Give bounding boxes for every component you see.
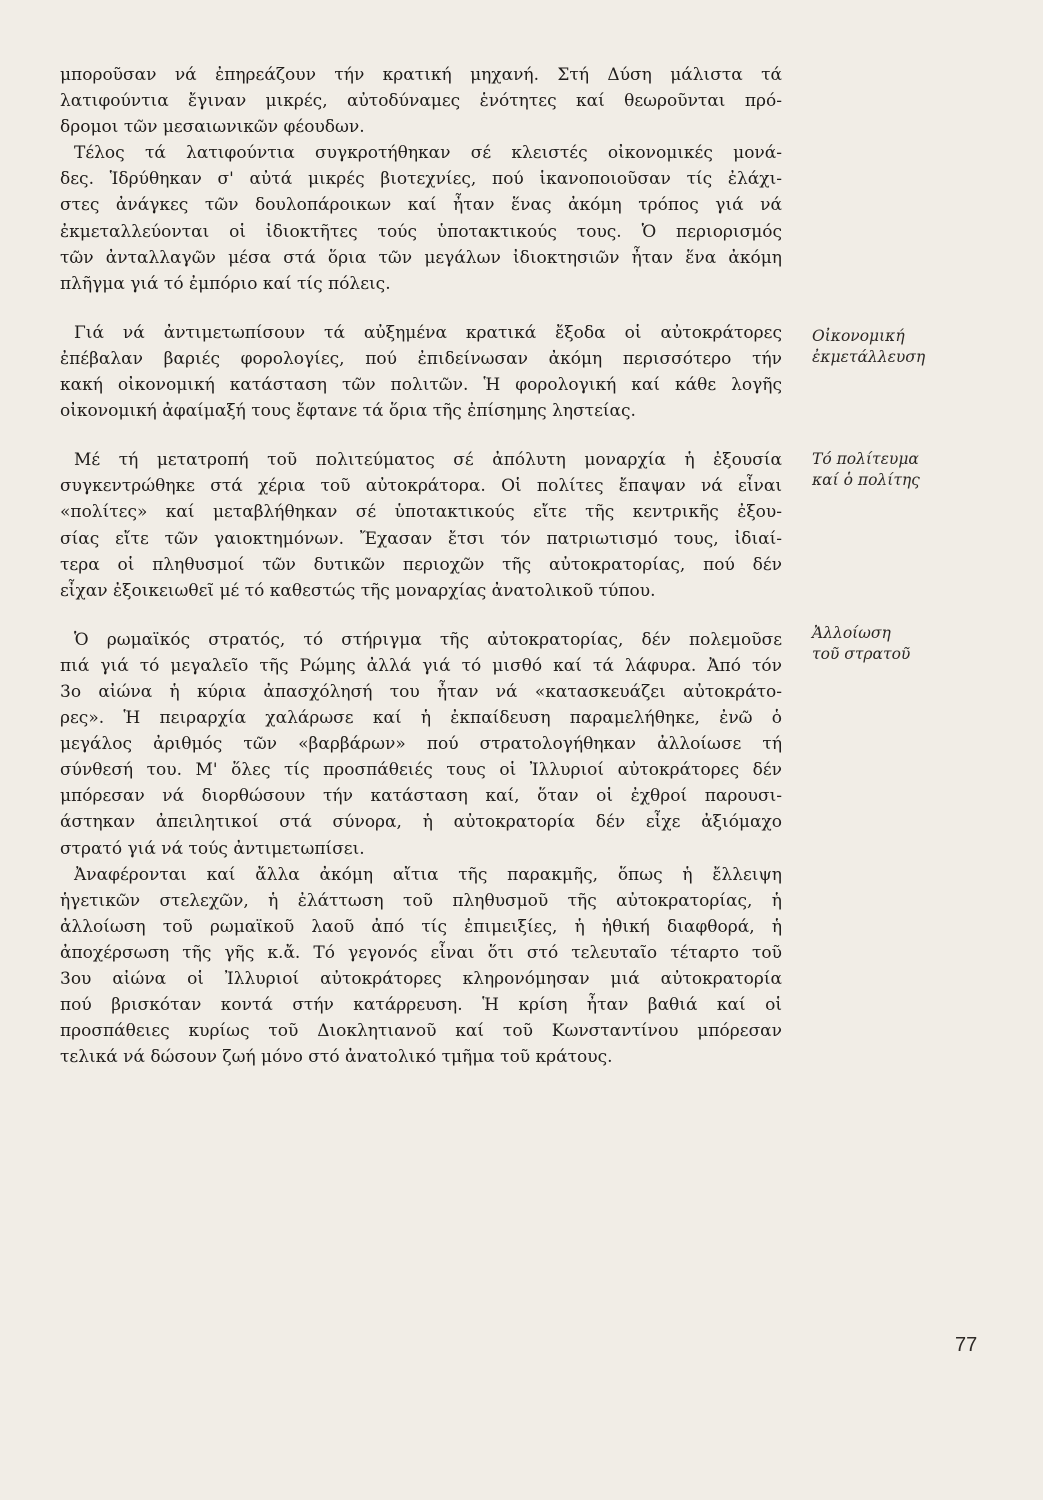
text-line: ἐκμεταλλεύονται οἱ ἰδιοκτῆτες τούς ὑποτακτικούς τους. Ὁ περιορισμός <box>60 221 782 242</box>
text-line: πιά γιά τό μεγαλεῖο τῆς Ρώμης ἀλλά γιά τό μισθό καί τά λάφυρα. Ἀπό τόν <box>60 655 782 676</box>
text-line: δρομοι τῶν μεσαιωνικῶν φέουδων. <box>60 117 365 138</box>
sidenote-army-alteration <box>812 623 972 665</box>
sidenote-line: Τό πολίτευμα <box>812 450 919 468</box>
text-line: προσπάθειες κυρίως τοῦ Διοκλητιανοῦ καί τοῦ Κωνσταντίνου μπόρεσαν <box>60 1021 782 1042</box>
text-line: τερα οἱ πληθυσμοί τῶν δυτικῶν περιοχῶν τῆς αὐτοκρατορίας, πού δέν <box>60 554 782 575</box>
paragraph-taxation <box>60 320 782 424</box>
sidenote-line: Ἀλλοίωση <box>812 624 891 642</box>
text-line: «πολίτες» καί μεταβλήθηκαν σέ ὑποτακτικούς εἴτε τῆς κεντρικῆς ἐξου- <box>60 502 782 523</box>
text-line: ρες». Ἡ πειραρχία χαλάρωσε καί ἡ ἐκπαίδευση παραμελήθηκε, ἐνῶ ὁ <box>60 708 782 729</box>
text-line: 3ο αἰώνα ἡ κύρια ἀπασχόλησή του ἦταν νά «κατασκευάζει αὐτοκράτο- <box>60 681 782 702</box>
sidenote-line: τοῦ στρατοῦ <box>812 645 911 663</box>
text-line: ἀποχέρσωση τῆς γῆς κ.ἄ. Τό γεγονός εἶναι ὅτι στό τελευταῖο τέταρτο τοῦ <box>60 942 782 963</box>
sidenote-line: Οἰκονομική <box>812 327 905 345</box>
paragraph-closed-units <box>60 140 782 297</box>
text-line: ἀλλοίωση τοῦ ρωμαϊκοῦ λαοῦ ἀπό τίς ἐπιμειξίες, ἡ ἠθική διαφθορά, ἡ <box>60 916 782 937</box>
text-line: στρατό γιά νά τούς ἀντιμετωπίσει. <box>60 838 365 859</box>
text-line: στες ἀνάγκες τῶν δουλοπάροικων καί ἦταν ἕνας ἀκόμη τρόπος γιά νά <box>60 195 782 216</box>
text-line: Ἀναφέρονται καί ἄλλα ἀκόμη αἴτια τῆς παρακμῆς, ὅπως ἡ ἔλλειψη <box>74 864 782 885</box>
text-line: δες. Ἱδρύθηκαν σ' αὐτά μικρές βιοτεχνίες, πού ἱκανοποιοῦσαν τίς ἐλάχι- <box>60 169 782 190</box>
text-line: πλῆγμα γιά τό ἐμπόριο καί τίς πόλεις. <box>60 273 391 294</box>
text-line: κακή οἰκονομική κατάσταση τῶν πολιτῶν. Ἡ φορολογική καί κάθε λογῆς <box>60 375 782 396</box>
text-line: μεγάλος ἀριθμός τῶν «βαρβάρων» πού στρατολογήθηκαν ἀλλοίωσε τή <box>60 734 782 755</box>
paragraph-other-causes <box>60 862 782 1071</box>
text-line: Μέ τή μετατροπή τοῦ πολιτεύματος σέ ἀπόλυτη μοναρχία ἡ ἐξουσία <box>74 450 782 471</box>
page-number: 77 <box>955 1334 978 1356</box>
spacer <box>60 297 782 320</box>
text-line: συγκεντρώθηκε στά χέρια τοῦ αὐτοκράτορα. Οἱ πολίτες ἔπαψαν νά εἶναι <box>60 476 782 497</box>
text-line: ἡγετικῶν στελεχῶν, ἡ ἐλάττωση τοῦ πληθυσμοῦ τῆς αὐτοκρατορίας, ἡ <box>60 890 782 911</box>
text-line: Γιά νά ἀντιμετωπίσουν τά αὐξημένα κρατικά ἔξοδα οἱ αὐτοκράτορες <box>74 322 782 343</box>
text-line: μπόρεσαν νά διορθώσουν τήν κατάσταση καί, ὅταν οἱ ἐχθροί παρουσι- <box>60 786 782 807</box>
text-line: σύνθεσή του. Μ' ὅλες τίς προσπάθειές τους οἱ Ἰλλυριοί αὐτοκράτορες δέν <box>60 760 782 781</box>
text-line: μποροῦσαν νά ἐπηρεάζουν τήν κρατική μηχανή. Στή Δύση μάλιστα τά <box>60 65 782 85</box>
sidenote-line: καί ὁ πολίτης <box>812 471 920 489</box>
paragraph-monarchy <box>60 447 782 604</box>
text-line: σίας εἴτε τῶν γαιοκτημόνων. Ἔχασαν ἔτσι τόν πατριωτισμό τους, ἰδιαί- <box>60 528 782 549</box>
sidenote-line: ἐκμετάλλευση <box>812 348 926 366</box>
sidenote-economic-exploitation <box>812 326 972 368</box>
text-line: τελικά νά δώσουν ζωή μόνο στό ἀνατολικό τμῆμα τοῦ κράτους. <box>60 1047 613 1068</box>
text-line: ἐπέβαλαν βαριές φορολογίες, πού ἐπιδείνωσαν ἀκόμη περισσότερο τήν <box>60 348 782 369</box>
text-line: τῶν ἀνταλλαγῶν μέσα στά ὅρια τῶν μεγάλων ἰδιοκτησιῶν ἦταν ἕνα ἀκόμη <box>60 247 782 268</box>
spacer <box>60 424 782 447</box>
text-line: Τέλος τά λατιφούντια συγκροτήθηκαν σέ κλειστές οἰκονομικές μονά- <box>74 143 782 164</box>
text-line: πού βρισκόταν κοντά στήν κατάρρευση. Ἡ κρίση ἦταν βαθιά καί οἱ <box>60 995 782 1016</box>
spacer <box>60 604 782 627</box>
text-line: λατιφούντια ἔγιναν μικρές, αὐτοδύναμες ἑνότητες καί θεωροῦνται πρό- <box>60 91 782 112</box>
text-line: εἶχαν ἐξοικειωθεῖ μέ τό καθεστώς τῆς μοναρχίας ἀνατολικοῦ τύπου. <box>60 580 656 601</box>
text-line: 3ου αἰώνα οἱ Ἰλλυριοί αὐτοκράτορες κληρονόμησαν μιά αὐτοκρατορία <box>60 969 782 989</box>
paragraph-army <box>60 627 782 862</box>
paragraph-latifundia <box>60 62 782 140</box>
text-line: άστηκαν ἀπειλητικοί στά σύνορα, ἡ αὐτοκρατορία δέν εἶχε ἀξιόμαχο <box>60 812 782 833</box>
main-text <box>60 62 782 1070</box>
text-line: Ὁ ρωμαϊκός στρατός, τό στήριγμα τῆς αὐτοκρατορίας, δέν πολεμοῦσε <box>74 629 782 650</box>
text-line: οἰκονομική ἀφαίμαξή τους ἔφτανε τά ὅρια τῆς ἐπίσημης ληστείας. <box>60 401 636 422</box>
sidenote-polity-citizen <box>812 449 972 491</box>
